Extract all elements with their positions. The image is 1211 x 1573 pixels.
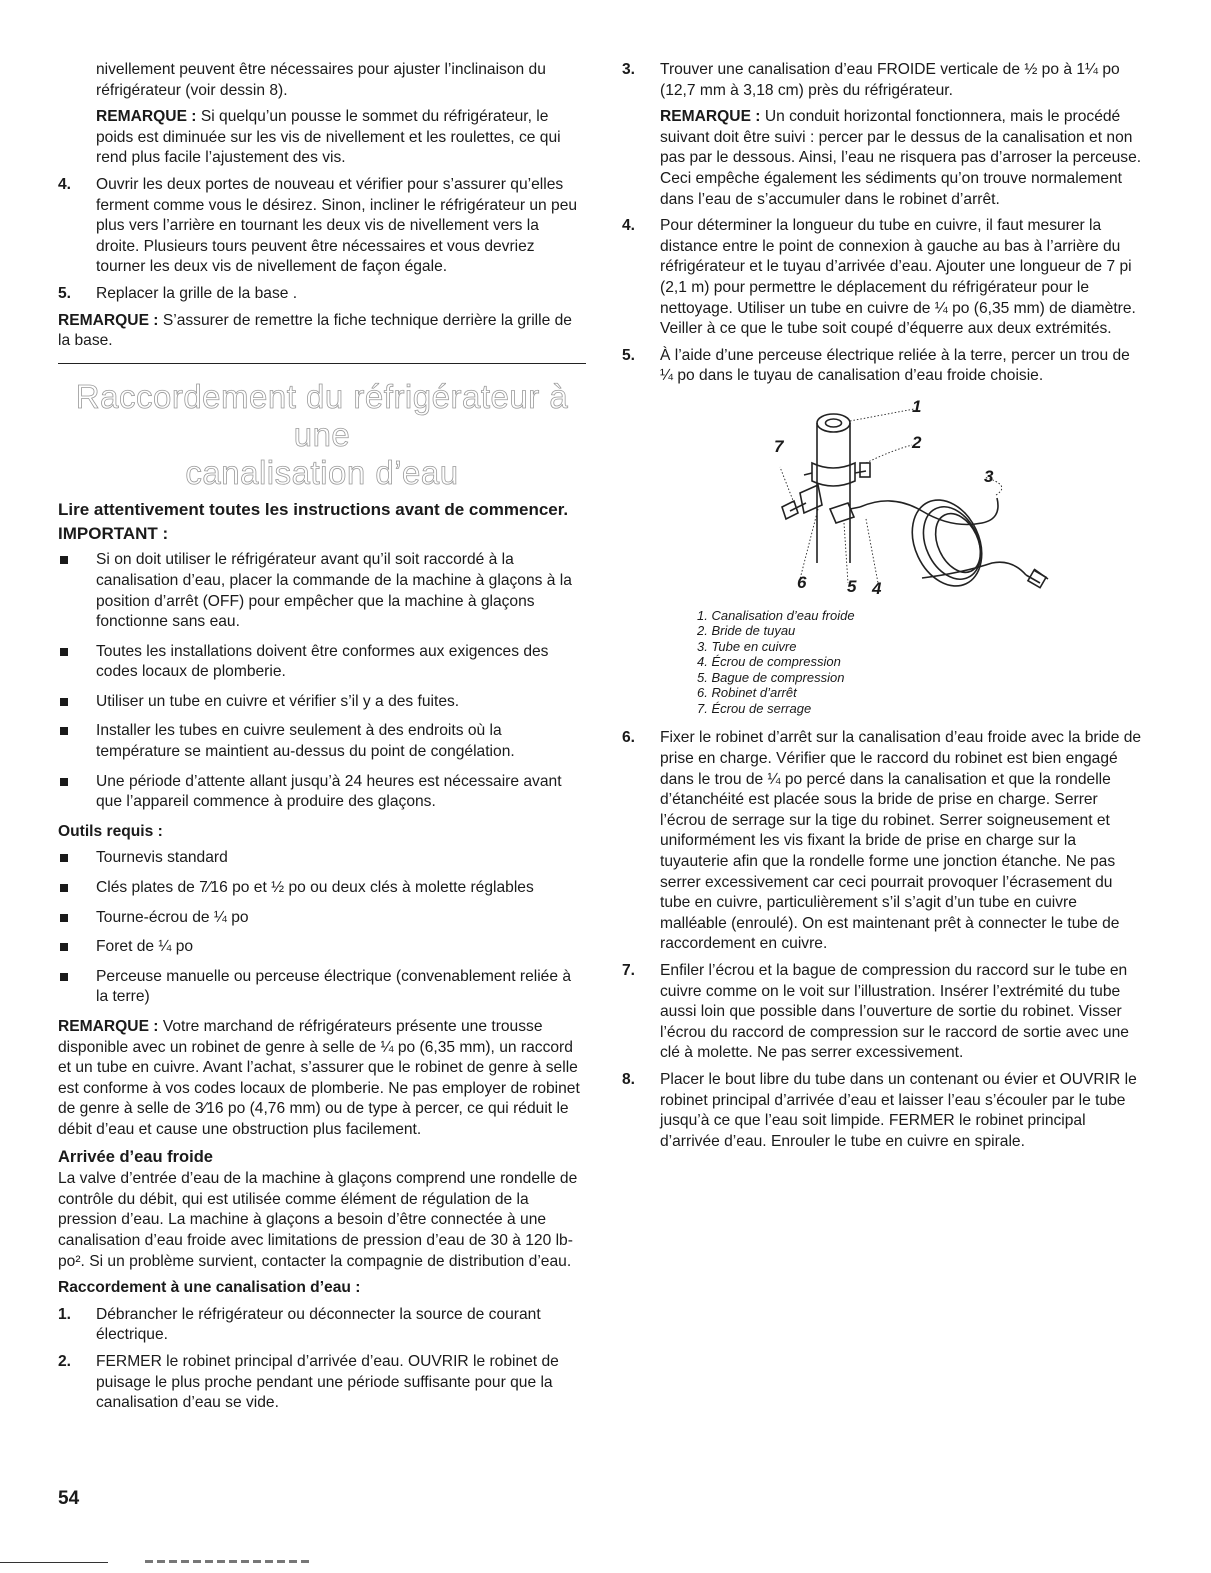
footer-marks: [145, 1560, 310, 1563]
important-bullet: Installer les tubes en cuivre seulement à des endroits où la température se maintient au-dessus du point de congélation.: [58, 721, 586, 762]
remark-paragraph: [58, 311, 586, 352]
legend-item: 6. Robinet d’arrêt: [697, 685, 797, 701]
legend-item: 1. Canalisation d’eau froide: [697, 607, 855, 623]
remark-paragraph: [622, 107, 1142, 210]
step-text: Fixer le robinet d’arrêt sur la canalisation d’eau froide avec la bride de prise en charge. Vérifier que le raccord du robinet est bien engagé dans le trou de ¼ po percé dans la canalisation et que la rondelle d’étanchéité est placée sous la bride de prise en charge. Serrer l’écrou de serrage sur la tige du robinet. Serrer soigneusement et uniformément les vis fixant la bride de prise en charge sur la tuyauterie afin que la rondelle forme une jonction étanche. Ne pas serrer excessivement car ceci pourrait provoquer l’écrasement du tube en cuivre, particulièrement s’il s’agit d’un tube en cuivre malléable (enroulé). On est maintenant prêt à connecter le tube de raccordement en cuivre.: [660, 729, 1142, 953]
tools-heading: Outils requis :: [58, 822, 163, 840]
figure-label-1: 1: [912, 396, 922, 416]
step-6: [622, 728, 1142, 955]
remark-label: REMARQUE :: [58, 311, 159, 329]
figure-label-3: 3: [984, 466, 994, 486]
section-title: [58, 378, 586, 492]
lead-instruction: Lire attentivement toutes les instructions avant de commencer.: [58, 499, 569, 519]
step-5: [58, 284, 586, 305]
step-number: 3.: [622, 61, 636, 78]
legend-item: 7. Écrou de serrage: [697, 700, 812, 716]
remark-paragraph: [58, 1017, 586, 1141]
figure-label-5: 5: [847, 576, 857, 596]
step-text: Replacer la grille de la base .: [96, 284, 298, 302]
step-number: 8.: [622, 1070, 636, 1088]
step-text: Placer le bout libre du tube dans un contenant ou évier et OUVRIR le robinet principal d’arrivée d’eau et laisser l’eau s’écouler par le tube jusqu’à ce que l’eau soit limpide. FERMER le robinet principal d’arrivée d’eau. Enrouler le tube en cuivre en spirale.: [660, 1070, 1137, 1150]
tool-item: Tournevis standard: [58, 848, 586, 869]
step-number: 5.: [58, 284, 72, 302]
cold-water-paragraph: La valve d’entrée d’eau de la machine à glaçons comprend une rondelle de contrôle du débit, qui est utilisée comme élément de régulation de la pression d’eau. La machine à glaçons a besoin d’être connectée à une canalisation d’eau froide avec limitations de pression d’eau de 30 à 120 lb-po². Si un problème survient, contacter la compagnie de distribution d’eau.: [58, 1170, 578, 1270]
remark-text: Si quelqu’un pousse le sommet du réfrigérateur, le poids est diminuée sur les vis de nivellement et les roulettes, ce qui rend plus facile l’ajustement des vis.: [96, 108, 561, 167]
figure-label-2: 2: [912, 432, 922, 452]
step-text: FERMER le robinet principal d’arrivée d’eau. OUVRIR le robinet de puisage le plus proche pendant une période suffisante pour que la canalisation d’eau se vide.: [96, 1352, 559, 1412]
connection-heading: Raccordement à une canalisation d’eau :: [58, 1279, 361, 1297]
important-bullet: Si on doit utiliser le réfrigérateur avant qu’il soit raccordé à la canalisation d’eau, placer la commande de la machine à glaçons à la position d’arrêt (OFF) pour empêcher que la machine à glaçons fonctionne sans eau.: [58, 550, 586, 632]
important-heading: IMPORTANT :: [58, 523, 169, 543]
remark-text: Votre marchand de réfrigérateurs présente une trousse disponible avec un robinet de genre à selle de ¼ po (6,35 mm), un raccord et un tube en cuivre. Avant l’achat, s’assurer que le robinet de genre à selle est conforme à vos codes locaux de plomberie. Ne pas employer de robinet de genre à selle de 3⁄16 po (4,76 mm) ou de type à percer, ce qui réduit le débit d’eau et cause une obstruction plus facilement.: [58, 1018, 580, 1138]
important-bullet: Une période d’attente allant jusqu’à 24 heures est nécessaire avant que l’appareil commence à produire des glaçons.: [58, 772, 586, 813]
important-bullet: Utiliser un tube en cuivre et vérifier s’il y a des fuites.: [58, 692, 586, 713]
remark-label: REMARQUE :: [96, 108, 197, 126]
footer-rule: [0, 1562, 108, 1563]
step-8: [622, 1070, 1142, 1152]
intro-paragraph: nivellement peuvent être nécessaires pour ajuster l’inclinaison du réfrigérateur (voir dessin 8).: [96, 61, 546, 99]
step-text: Trouver une canalisation d’eau FROIDE verticale de ½ po à 1¼ po (12,7 mm à 3,18 cm) près du réfrigérateur.: [660, 61, 1120, 99]
connection-step-2: [58, 1352, 586, 1414]
step-number: 1.: [58, 1305, 72, 1323]
pipe-connection-figure: [622, 393, 1142, 628]
figure-label-6: 6: [797, 572, 807, 592]
legend-item: 5. Bague de compression: [697, 669, 845, 685]
step-text: Enfiler l’écrou et la bague de compression du raccord sur le tube en cuivre comme on le voit sur l’illustration. Insérer l’extrémité du tube aussi loin que possible dans l’ouverture de sortie du robinet. Visser l’écrou du raccord de compression sur le raccord de sortie avec une clé à molette. Ne pas serrer excessivement.: [660, 961, 1129, 1062]
section-title-line-2: canalisation d’eau: [185, 453, 459, 491]
step-text: Ouvrir les deux portes de nouveau et vérifier pour s’assurer qu’elles ferment comme vous le désirez. Sinon, incliner le réfrigérateur un peu plus vers l’arrière en tournant les deux vis de nivellement vers la droite. Plusieurs tours peuvent être nécessaires et vous devriez tourner les deux vis de nivellement de façon égale.: [96, 175, 578, 276]
step-text: Débrancher le réfrigérateur ou déconnecter la source de courant électrique.: [96, 1305, 541, 1344]
right-column: [622, 60, 1142, 1158]
page-number: 54: [58, 1488, 80, 1509]
tool-item: Clés plates de 7⁄16 po et ½ po ou deux clés à molette réglables: [58, 878, 586, 899]
step-text: Pour déterminer la longueur du tube en cuivre, il faut mesurer la distance entre le point de connexion à gauche au bas à l’arrière du réfrigérateur et le tuyau d’arrivée d’eau. Ajouter une longueur de 7 pi (2,1 m) pour permettre le déplacement du réfrigérateur pour le nettoyage. Utiliser un tube en cuivre de ¼ po (6,35 mm) de diamètre. Veiller à ce que le tube soit coupé d’équerre aux deux extrémités.: [660, 217, 1136, 338]
step-number: 5.: [622, 346, 636, 364]
step-3: [622, 60, 1142, 101]
remark-label: REMARQUE :: [660, 108, 761, 126]
step-number: 4.: [58, 175, 72, 193]
step-number: 4.: [622, 217, 636, 235]
legend-item: 3. Tube en cuivre: [697, 638, 797, 654]
tool-item: Foret de ¼ po: [58, 937, 586, 958]
step-7: [622, 961, 1142, 1064]
step-number: 2.: [58, 1352, 72, 1370]
step-number: 7.: [622, 961, 636, 979]
connection-step-1: [58, 1305, 586, 1346]
left-column: [58, 60, 586, 1420]
step-5: [622, 346, 1142, 387]
step-4: [58, 175, 586, 278]
section-title-line-1: Raccordement du réfrigérateur à une: [75, 377, 569, 453]
legend-item: 2. Bride de tuyau: [697, 623, 796, 639]
tool-item: Tourne-écrou de ¼ po: [58, 908, 586, 929]
remark-label: REMARQUE :: [58, 1018, 159, 1035]
legend-item: 4. Écrou de compression: [697, 654, 841, 670]
step-text: À l’aide d’une perceuse électrique reliée à la terre, percer un trou de ¼ po dans le tuyau de canalisation d’eau froide choisie.: [660, 346, 1130, 385]
figure-label-4: 4: [872, 578, 882, 598]
cold-water-heading: Arrivée d’eau froide: [58, 1147, 213, 1166]
remark-text: Un conduit horizontal fonctionnera, mais le procédé suivant doit être suivi : percer par le dessus de la canalisation et non pas par le dessous. Ainsi, l’eau ne risquera pas d’arroser la perceuse. Ceci empêche également les sédiments qu’on trouve normalement dans l’eau de s’accumuler dans le robinet d’arrêt.: [660, 108, 1142, 208]
remark-text: S’assurer de remettre la fiche technique derrière la grille de la base.: [58, 311, 572, 350]
remark-paragraph: [58, 107, 586, 169]
figure-label-7: 7: [774, 436, 784, 456]
step-4: [622, 216, 1142, 340]
tool-item: Perceuse manuelle ou perceuse électrique (convenablement reliée à la terre): [58, 967, 586, 1008]
section-divider: [58, 363, 586, 364]
pipe-connection-illustration: [622, 393, 1142, 628]
step-number: 6.: [622, 729, 636, 747]
important-bullet: Toutes les installations doivent être conformes aux exigences des codes locaux de plomberie.: [58, 642, 586, 683]
